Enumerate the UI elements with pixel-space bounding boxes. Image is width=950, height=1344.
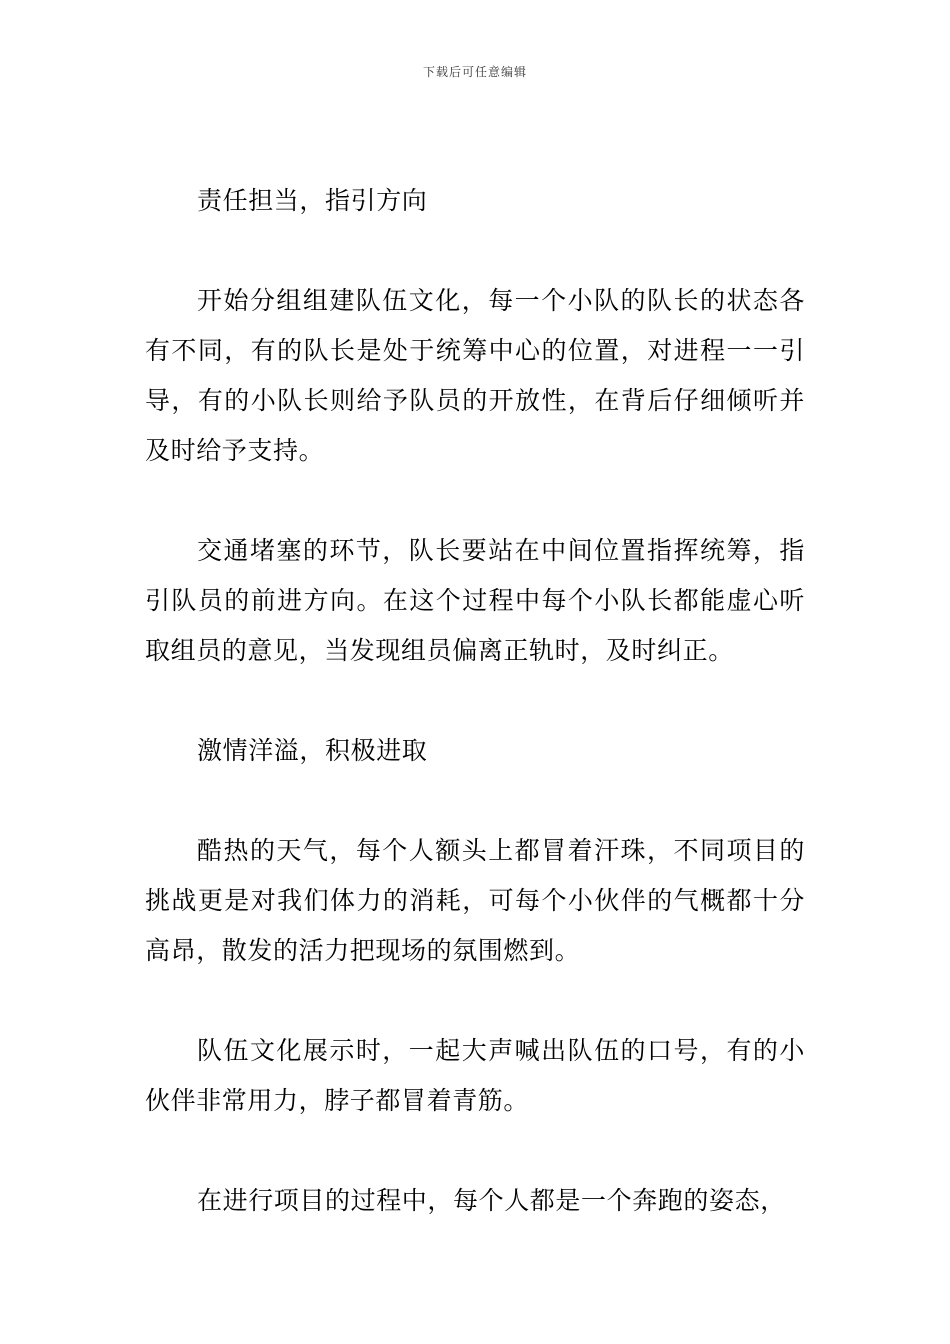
paragraph-spacer (145, 676, 805, 726)
section-heading-passion: 激情洋溢，积极进取 (197, 736, 428, 765)
paragraph-traffic-jam: 交通堵塞的环节，队长要站在中间位置指挥统筹，指引队员的前进方向。在这个过程中每个小队长都能虚心听取组员的意见，当发现组员偏离正轨时，及时纠正。 (145, 536, 805, 665)
section-heading-responsibility: 责任担当，指引方向 (197, 186, 428, 215)
paragraph-spacer (145, 226, 805, 276)
paragraph-spacer (145, 1126, 805, 1176)
paragraph-hot-weather: 酷热的天气，每个人额头上都冒着汗珠，不同项目的挑战更是对我们体力的消耗，可每个小伙伴的气概都十分高昂，散发的活力把现场的氛围燃到。 (145, 836, 805, 965)
paragraph-spacer (145, 976, 805, 1026)
page-header: 下载后可任意编辑 (422, 65, 527, 79)
paragraph-running: 在进行项目的过程中，每个人都是一个奔跑的姿态， (197, 1186, 786, 1215)
paragraph-spacer (145, 776, 805, 826)
paragraph-team-building: 开始分组组建队伍文化，每一个小队的队长的状态各有不同，有的队长是处于统筹中心的位置，对进程一一引导，有的小队长则给予队员的开放性，在背后仔细倾听并及时给予支持。 (145, 286, 805, 465)
paragraph-spacer (145, 476, 805, 526)
paragraph-team-slogan: 队伍文化展示时，一起大声喊出队伍的口号，有的小伙伴非常用力，脖子都冒着青筋。 (145, 1036, 805, 1115)
document-body (145, 176, 805, 1226)
